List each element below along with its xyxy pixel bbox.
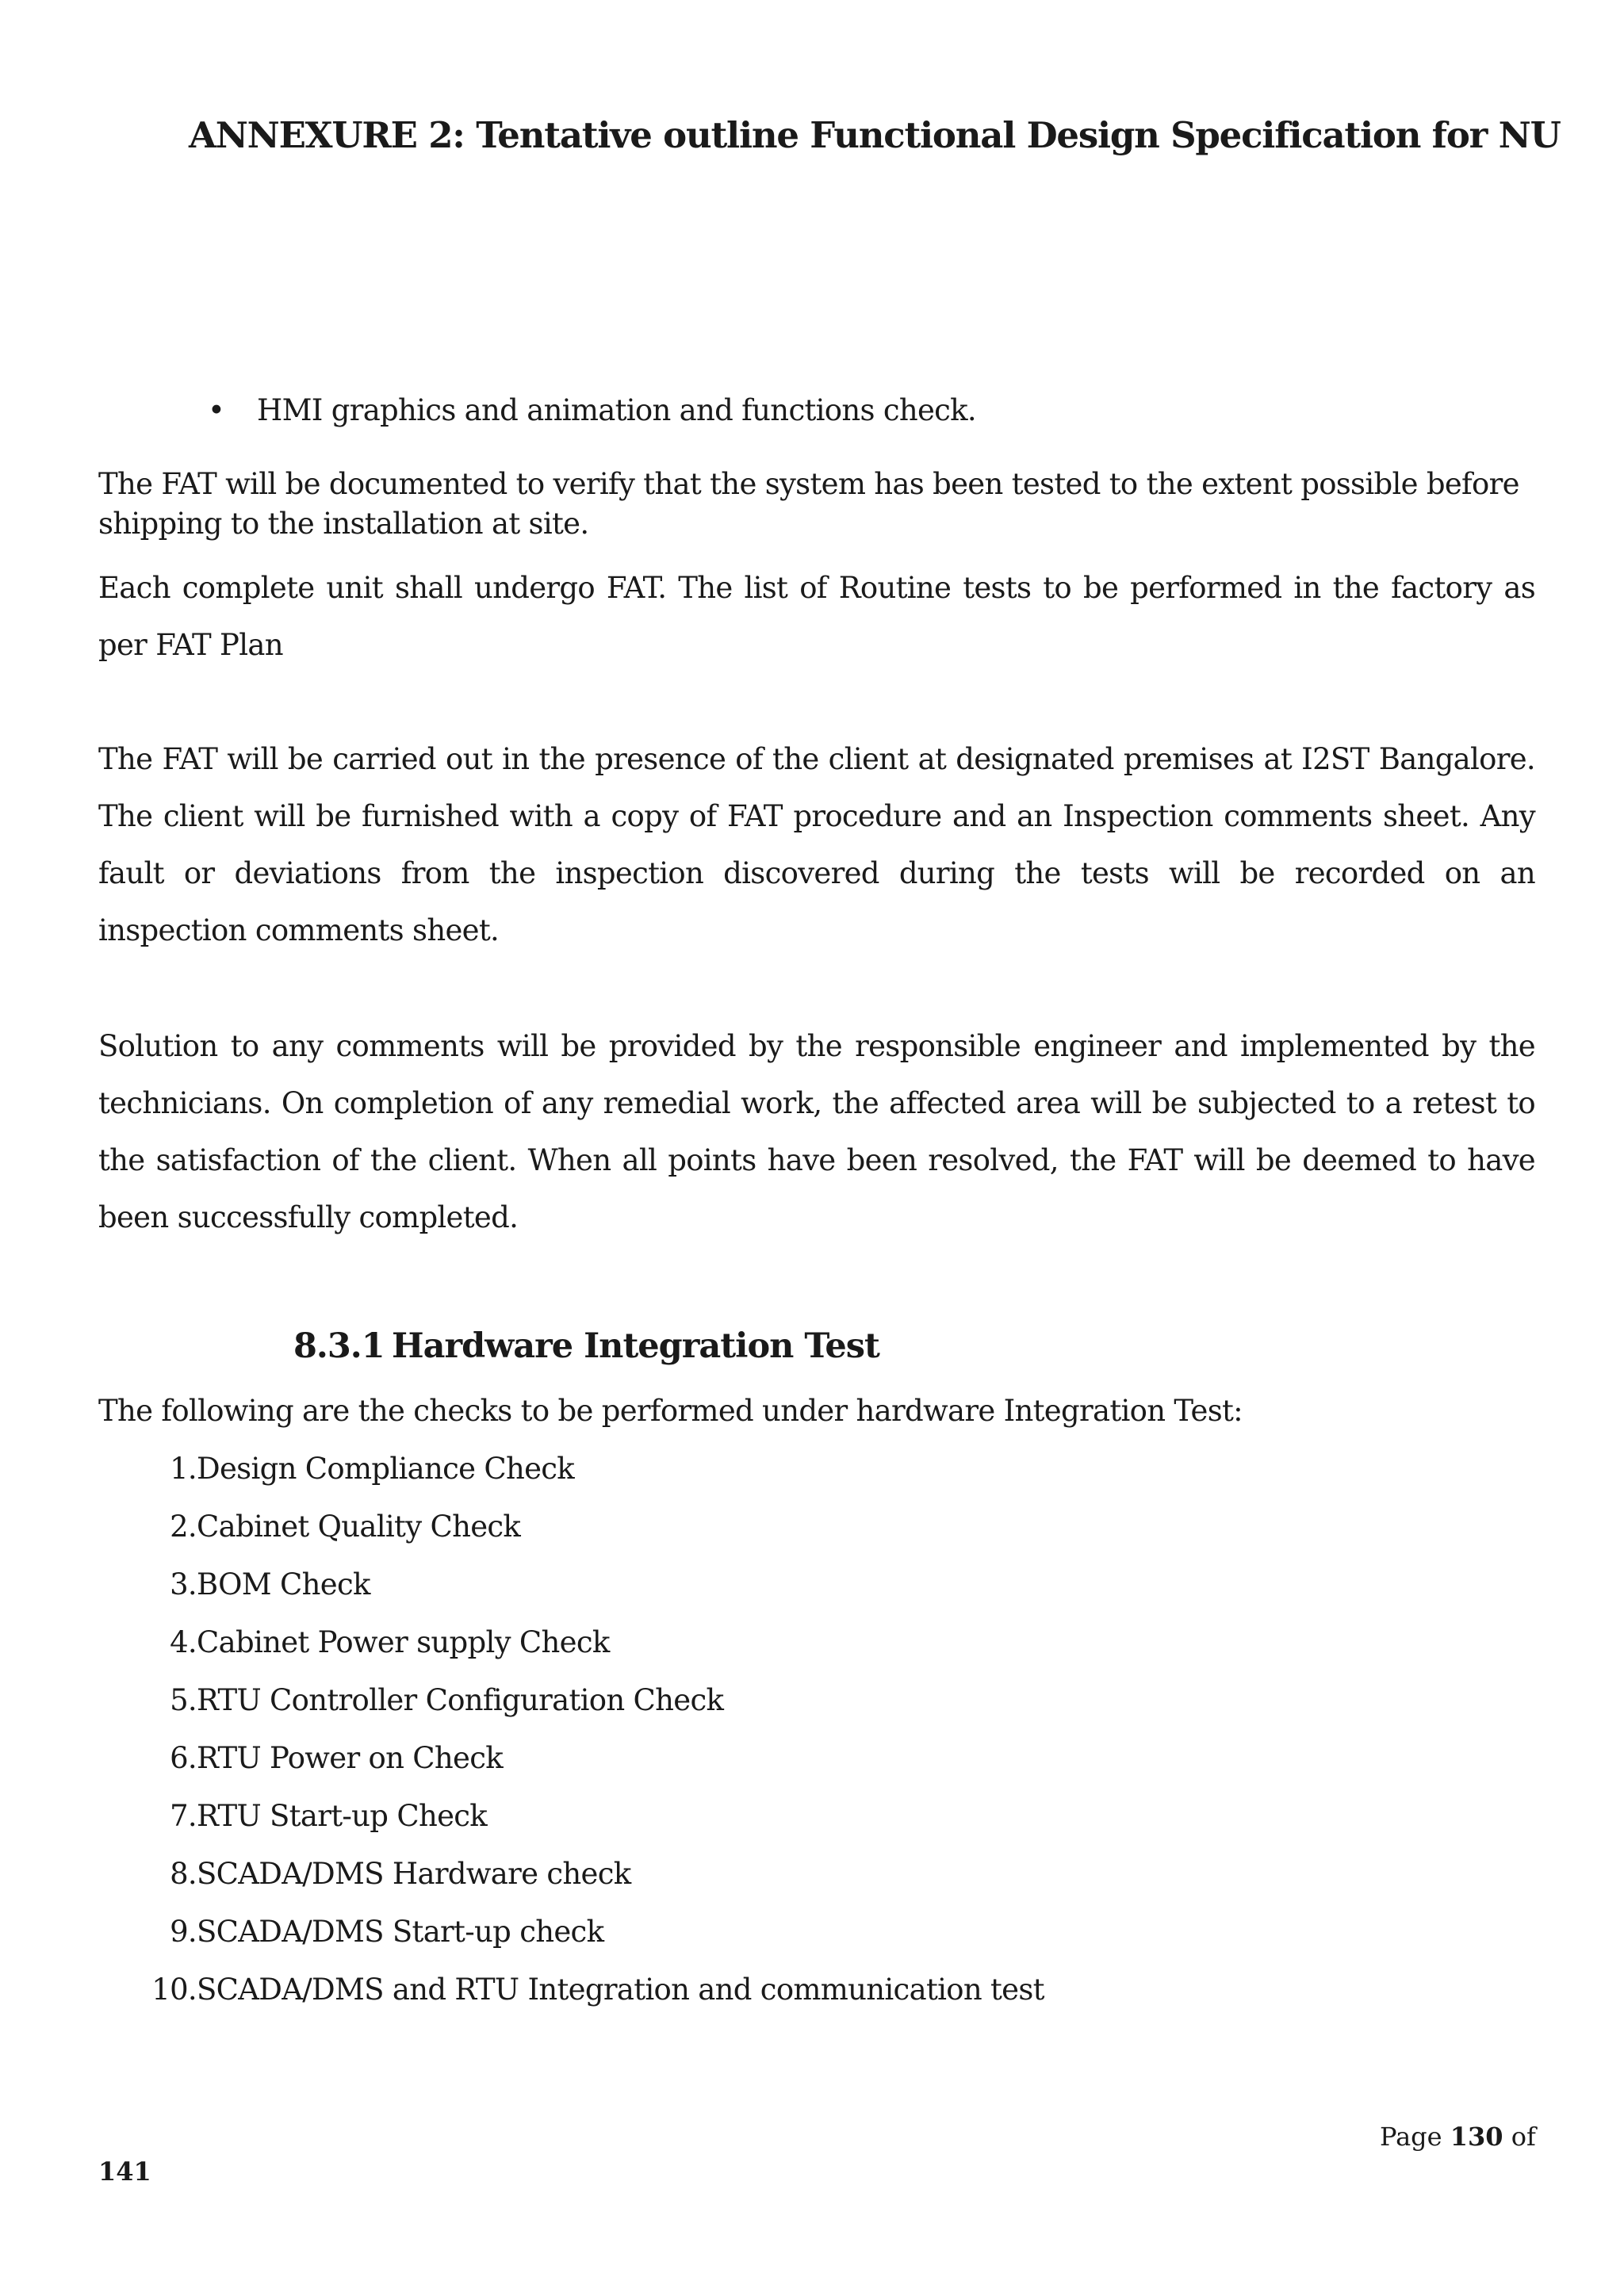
list-item-index: 9.: [170, 1915, 197, 1949]
section-heading: [293, 1322, 879, 1370]
paragraph-solution: Solution to any comments will be provided by the responsible engineer and implemented by the technicians. On completion of any remedial work, the affected area will be subjected to a retest to the satisfaction of the client. When all points have been resolved, the FAT will be deemed to have been successfully completed.: [98, 1029, 1535, 1234]
list-item-text: BOM Check: [197, 1567, 370, 1601]
page-number-footer: [1380, 2117, 1536, 2156]
list-item: [98, 1845, 1367, 1903]
checks-list: [98, 1440, 1367, 2019]
list-item: [98, 1613, 1367, 1671]
list-item-index: 10.: [151, 1973, 197, 2007]
list-item: [98, 1903, 1367, 1961]
paragraph-each-unit: Each complete unit shall undergo FAT. The list of Routine tests to be performed in the factory as per FAT Plan: [98, 571, 1535, 662]
list-item: [98, 1787, 1367, 1845]
list-item-index: 8.: [170, 1857, 197, 1891]
bullet-text: HMI graphics and animation and functions check.: [257, 393, 976, 427]
list-item: [98, 1729, 1367, 1787]
list-item: [98, 1671, 1367, 1729]
section-intro: The following are the checks to be performed under hardware Integration Test:: [98, 1394, 1243, 1428]
page-header-title: ANNEXURE 2: Tentative outline Functional Design Specification for NU: [189, 114, 1561, 156]
list-item-text: SCADA/DMS Start-up check: [197, 1915, 604, 1949]
list-item: [98, 1556, 1367, 1613]
paragraph-fat-documented: The FAT will be documented to verify that the system has been tested to the extent possible before shipping to the installation at site.: [98, 467, 1519, 541]
page-number: 130: [1450, 2122, 1503, 2152]
page-prefix: Page: [1380, 2122, 1442, 2152]
section-number: 8.3.1: [293, 1326, 385, 1366]
list-item-index: 6.: [170, 1741, 197, 1775]
list-item-index: 4.: [170, 1625, 197, 1659]
list-item-text: RTU Start-up Check: [197, 1799, 488, 1833]
list-item-index: 7.: [170, 1799, 197, 1833]
list-item-text: Design Compliance Check: [197, 1452, 575, 1486]
list-item-index: 1.: [170, 1452, 197, 1486]
list-item-text: Cabinet Power supply Check: [197, 1625, 610, 1659]
page-total: 141: [98, 2156, 151, 2187]
paragraph-presence: The FAT will be carried out in the presence of the client at designated premises at I2ST Bangalore. The client will be furnished with a copy of FAT procedure and an Inspection comments sheet. Any fault or deviations from the inspection discovered during the tests will be recorded on an inspection comments sheet.: [98, 742, 1535, 947]
section-title: Hardware Integration Test: [392, 1326, 879, 1366]
list-item: [98, 1440, 1367, 1498]
list-item-index: 5.: [170, 1683, 197, 1717]
bullet-icon: •: [208, 393, 225, 427]
list-item-text: RTU Power on Check: [197, 1741, 503, 1775]
list-item-text: RTU Controller Configuration Check: [197, 1683, 724, 1717]
list-item-index: 2.: [170, 1510, 197, 1544]
list-item-text: SCADA/DMS Hardware check: [197, 1857, 631, 1891]
list-item-text: SCADA/DMS and RTU Integration and communication test: [197, 1973, 1044, 2007]
page-of: of: [1511, 2122, 1536, 2152]
list-item-text: Cabinet Quality Check: [197, 1510, 521, 1544]
list-item: [98, 1961, 1367, 2019]
list-item-index: 3.: [170, 1567, 197, 1601]
list-item: [98, 1498, 1367, 1556]
